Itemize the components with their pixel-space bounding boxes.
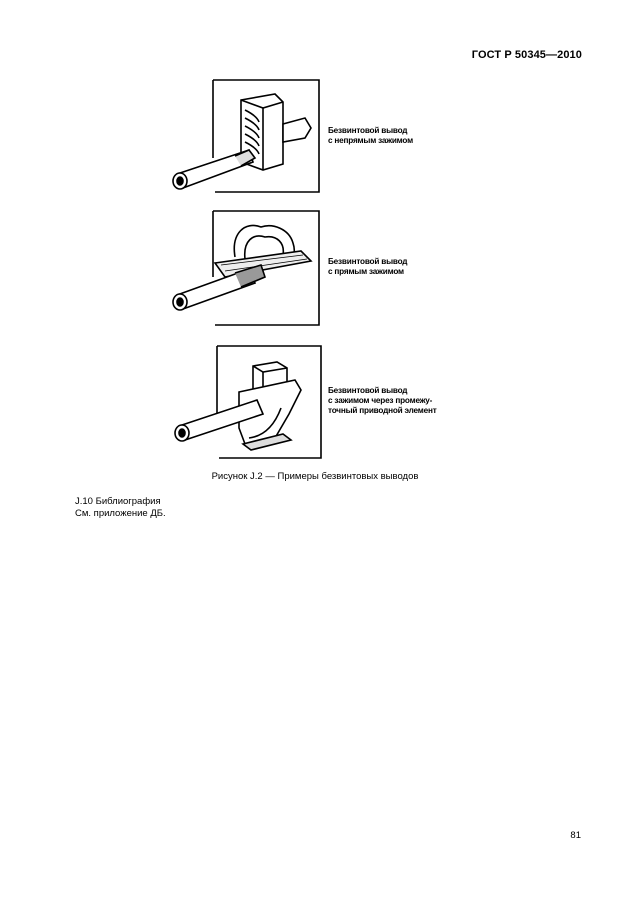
section-heading: J.10 Библиография [75,496,161,507]
terminal-indirect-illustration [165,78,325,196]
figure-label-line: Безвинтовой вывод [328,126,408,135]
figure-label-line: с непрямым зажимом [328,136,413,145]
figure-direct-clamp [165,207,408,329]
figure-caption: Рисунок J.2 — Примеры безвинтовых выводов [211,471,419,482]
figure-label-line: Безвинтовой вывод [328,257,408,266]
figure-indirect-clamp [165,78,413,196]
page-number: 81 [570,830,581,841]
figure-label-line: Безвинтовой вывод [328,386,408,395]
terminal-intermediate-illustration [165,344,325,462]
document-header: ГОСТ Р 50345—2010 [471,49,582,61]
terminal-direct-illustration [165,207,325,329]
section-text: См. приложение ДБ. [75,508,166,519]
bibliography-section [75,496,166,520]
figure-label-line: точный приводной элемент [328,406,437,415]
figure-label-line: с прямым зажимом [328,267,404,276]
figure-label-line: с зажимом через промежу- [328,396,433,405]
figure-intermediate-clamp [165,344,437,462]
